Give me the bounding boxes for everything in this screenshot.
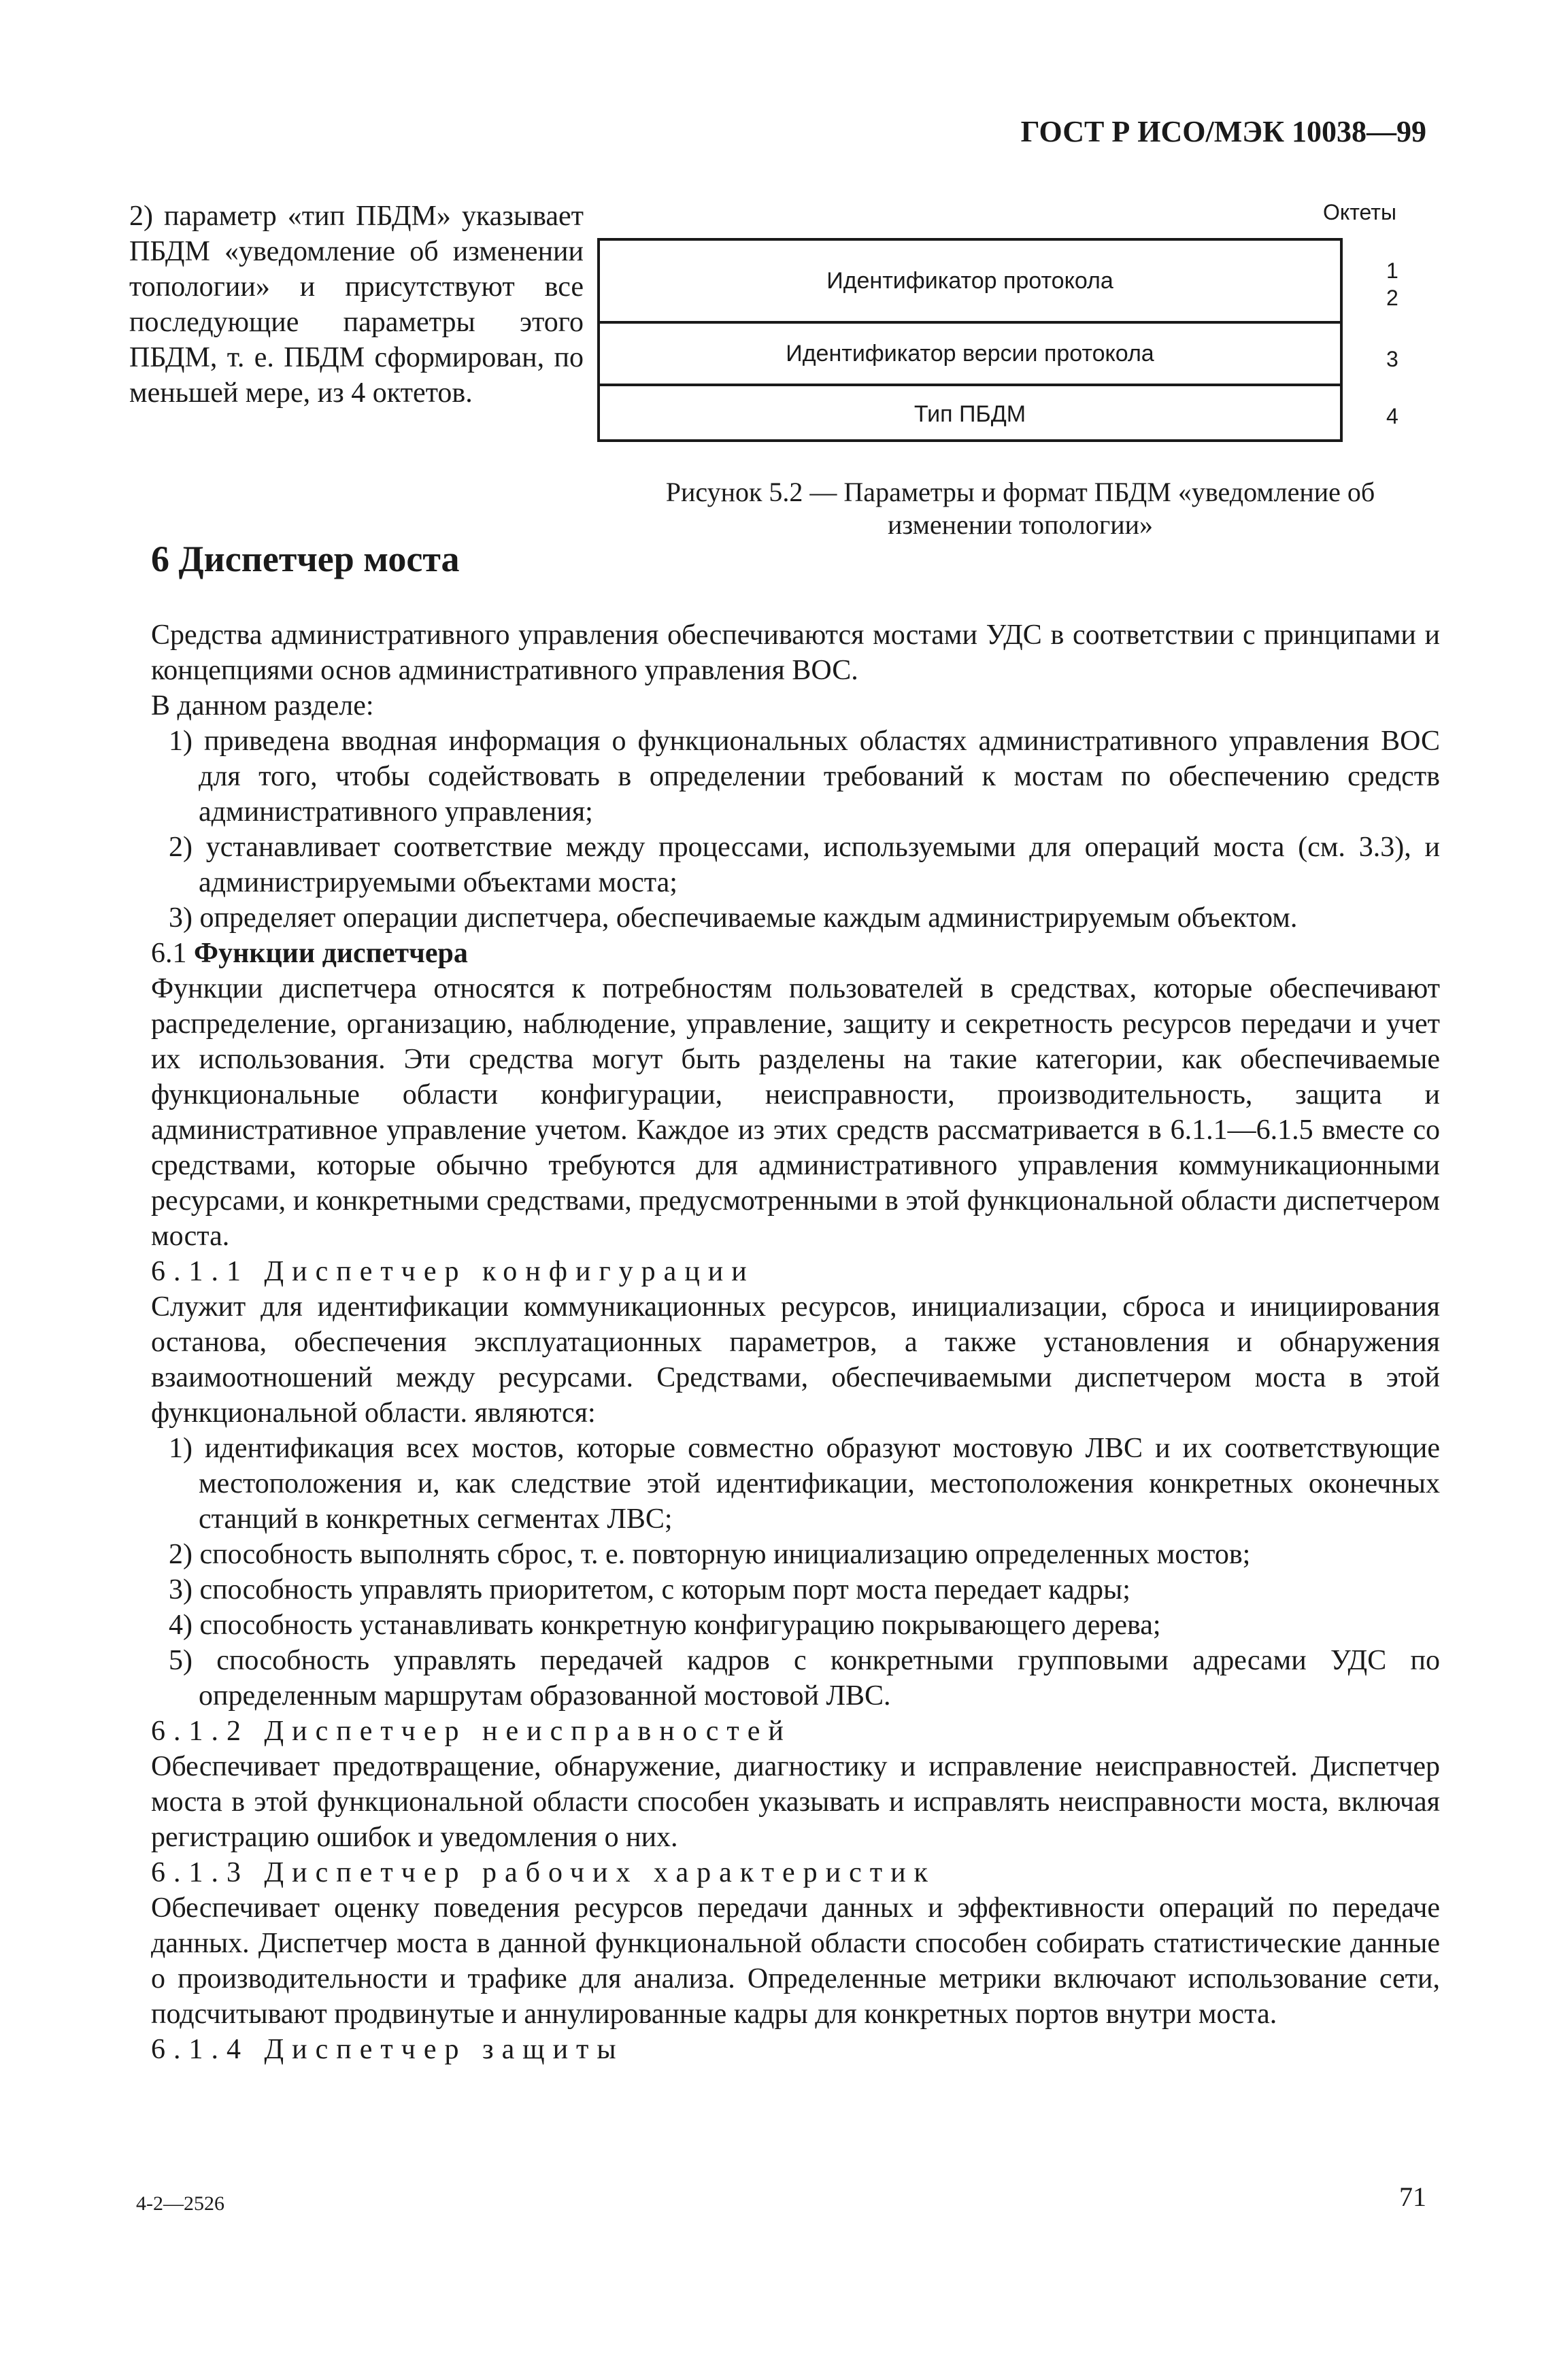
paragraph: Служит для идентификации коммуникационных ресурсов, инициализации, сброса и инициирования останова, обеспечения эксплуатационных параметров, а также установления и обнаружения взаимоотношений между ресурсами. Средствами, обеспечиваемыми диспетчером моста в этой функциональной области. являются: <box>151 1291 1440 1429</box>
subsection-heading-6-1 <box>151 936 1440 971</box>
paragraph: Функции диспетчера относятся к потребностям пользователей в средствах, которые обеспечивают распределение, организацию, наблюдение, управление, защиту и секретность ресурсов передачи и учет их использования. Эти средства могут быть разделены на такие категории, как обеспечиваемые функциональные области конфигурации, неисправности, производительность, защита и административное управление учетом. Каждое из этих средств рассматривается в 6.1.1—6.1.5 вместе со средствами, которые обычно требуются для административного управления коммуникационными ресурсами, и конкретными средствами, предусмотренными в этой функциональной области диспетчером моста. <box>151 973 1440 1252</box>
list-item: 4) способность устанавливать конкретную конфигурацию покрывающего дерева; <box>169 1610 1161 1641</box>
list-item: 2) способность выполнять сброс, т. е. повторную инициализацию определенных мостов; <box>169 1539 1251 1570</box>
paragraph: Средства административного управления обеспечиваются мостами УДС в соответствии с принципами и концепциями основ административного управления ВОС. <box>151 619 1440 686</box>
subsection-heading-6-1-4: 6.1.4 Диспетчер защиты <box>151 2034 624 2065</box>
diagram-row-protocol-id <box>600 241 1340 321</box>
pbdm-format-diagram <box>597 238 1343 442</box>
subsection-title: Функции диспетчера <box>194 938 468 969</box>
intro-text: 2) параметр «тип ПБДМ» указывает ПБДМ «уведомление об изменении топологии» и присутствуют все последующие параметры этого ПБДМ, т. е. ПБДМ сформирован, по меньшей мере, из 4 октетов. <box>129 201 584 409</box>
diagram-row-label: Идентификатор версии протокола <box>786 341 1154 367</box>
standard-header: ГОСТ Р ИСО/МЭК 10038—99 <box>1020 115 1426 148</box>
list-item: 3) способность управлять приоритетом, с которым порт моста передает кадры; <box>169 1574 1130 1605</box>
list-item: 2) устанавливает соответствие между процессами, используемыми для операций моста (см. 3.3), и администрируемыми объектами моста; <box>169 832 1440 898</box>
subsection-heading-6-1-3: 6.1.3 Диспетчер рабочих характеристик <box>151 1857 936 1888</box>
section-title: 6 Диспетчер моста <box>151 539 460 579</box>
paragraph: Обеспечивает предотвращение, обнаружение, диагностику и исправление неисправностей. Диспетчер моста в этой функциональной области способен указывать и исправлять неисправности моста, включая регистрацию ошибок и уведомления о них. <box>151 1751 1440 1853</box>
octet-number: 1 <box>1386 258 1398 283</box>
subsection-heading-6-1-2: 6.1.2 Диспетчер неисправностей <box>151 1716 792 1747</box>
subsection-heading-6-1-1: 6.1.1 Диспетчер конфигурации <box>151 1256 755 1287</box>
diagram-row-version-id <box>600 324 1340 384</box>
diagram-row-pbdm-type <box>600 386 1340 442</box>
figure-caption: Рисунок 5.2 — Параметры и формат ПБДМ «уведомление об изменении топологии» <box>665 477 1375 540</box>
list-item: 1) приведена вводная информация о функциональных областях административного управления ВОС для того, чтобы содействовать в определении требований к мостам по обеспечению средств административного управления; <box>169 726 1440 828</box>
diagram-row-label: Тип ПБДМ <box>914 401 1026 427</box>
list-item: 1) идентификация всех мостов, которые совместно образуют мостовую ЛВС и их соответствующие местоположения и, как следствие этой идентификации, местоположения конкретных оконечных станций в конкретных сегментах ЛВС; <box>169 1433 1440 1535</box>
subsection-number: 6.1 <box>151 938 187 969</box>
octets-label: Октеты <box>1323 200 1396 224</box>
paragraph: В данном разделе: <box>151 690 374 721</box>
intro-paragraph <box>129 199 584 411</box>
diagram-row-label: Идентификатор протокола <box>826 268 1113 294</box>
section-body <box>151 617 1440 2067</box>
footer-code: 4-2—2526 <box>136 2192 224 2215</box>
octet-number: 3 <box>1386 347 1398 371</box>
list-item: 5) способность управлять передачей кадров с конкретными групповыми адресами УДС по определенным маршрутам образованной мостовой ЛВС. <box>169 1645 1440 1712</box>
paragraph: Обеспечивает оценку поведения ресурсов передачи данных и эффективности операций по передаче данных. Диспетчер моста в данной функциональной области способен собирать статистические данные о производительности и трафике для анализа. Определенные метрики включают использование сети, подсчитывают продвинутые и аннулированные кадры для конкретных портов внутри моста. <box>151 1892 1440 2030</box>
list-item: 3) определяет операции диспетчера, обеспечиваемые каждым администрируемым объектом. <box>169 902 1298 934</box>
octet-number: 2 <box>1386 286 1398 310</box>
page-number: 71 <box>1399 2181 1426 2212</box>
octet-number: 4 <box>1386 404 1398 428</box>
